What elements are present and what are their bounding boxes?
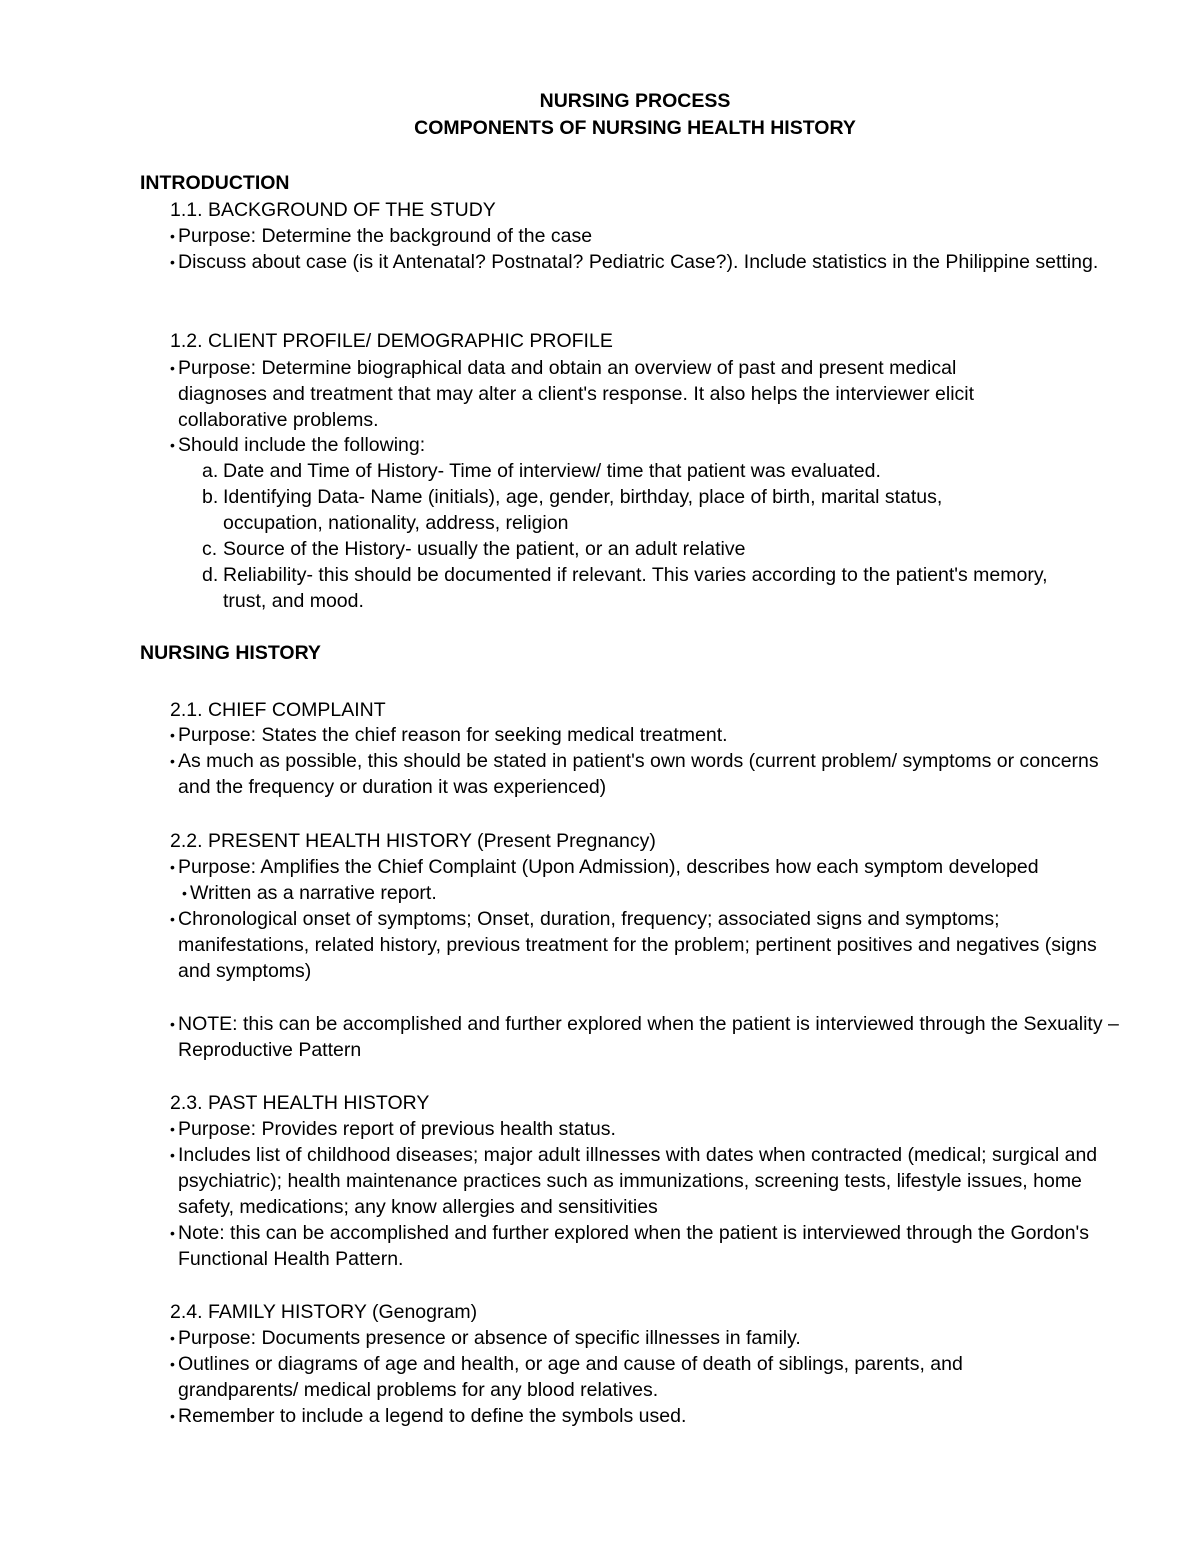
bullet-icon: • [170,437,175,453]
bullet-icon: • [170,254,175,270]
document-title: NURSING PROCESS [539,90,731,112]
bullet-icon: • [170,727,175,743]
list-item: b. Identifying Data- Name (initials), age, gender, birthday, place of birth, marital status, occupation, nationality, address, religion [202,486,943,534]
bullet-icon: • [170,859,175,875]
bullet-icon: • [170,1225,175,1241]
list-item: a. Date and Time of History- Time of interview/ time that patient was evaluated. [202,460,881,482]
list-item: • As much as possible, this should be stated in patient's own words (current problem/ symptoms or concerns and the frequency or duration it was experienced) [170,750,1099,798]
list-item: • Purpose: Amplifies the Chief Complaint (Upon Admission), describes how each symptom developed [170,856,1039,878]
list-item: • Should include the following: [170,434,426,456]
family-history-heading: 2.4. FAMILY HISTORY (Genogram) [170,1301,478,1323]
document-subtitle: COMPONENTS OF NURSING HEALTH HISTORY [414,117,856,139]
list-item: • Purpose: States the chief reason for seeking medical treatment. [170,724,728,746]
bullet-icon: • [170,1121,175,1137]
list-item: c. Source of the History- usually the patient, or an adult relative [202,538,746,560]
background-heading: 1.1. BACKGROUND OF THE STUDY [170,199,496,221]
list-item: • Purpose: Provides report of previous health status. [170,1118,616,1140]
bullet-icon: • [170,228,175,244]
bullet-icon: • [170,1356,175,1372]
bullet-icon: • [182,885,187,901]
list-item: • Purpose: Determine the background of the case [170,225,593,247]
list-item: • Includes list of childhood diseases; major adult illnesses with dates when contracted (medical; surgical and psychiatric); health maintenance practices such as immunizations, screening tests, lifestyle issues, home safety, medications; any know allergies and sensitivities [170,1144,1098,1218]
introduction-heading: INTRODUCTION [140,172,290,194]
list-item: • Written as a narrative report. [182,882,437,904]
list-item: • Remember to include a legend to define the symbols used. [170,1405,687,1427]
chief-complaint-heading: 2.1. CHIEF COMPLAINT [170,699,386,721]
list-item: • Chronological onset of symptoms; Onset, duration, frequency; associated signs and symptoms; manifestations, related history, previous treatment for the problem; pertinent positives and negatives (signs and symptoms) [170,908,1097,982]
list-item: • Outlines or diagrams of age and health, or age and cause of death of siblings, parents, and grandparents/ medical problems for any blood relatives. [170,1353,963,1401]
bullet-icon: • [170,1147,175,1163]
list-item: d. Reliability- this should be documented if relevant. This varies according to the patient's memory, trust, and mood. [202,564,1048,612]
list-item: • Purpose: Determine biographical data and obtain an overview of past and present medical diagnoses and treatment that may alter a client's response. It also helps the interviewer elicit collaborative problems. [170,357,975,431]
client-profile-heading: 1.2. CLIENT PROFILE/ DEMOGRAPHIC PROFILE [170,330,613,352]
list-item: • Note: this can be accomplished and further explored when the patient is interviewed through the Gordon's Functional Health Pattern. [170,1222,1090,1270]
bullet-icon: • [170,911,175,927]
bullet-icon: • [170,753,175,769]
nursing-history-heading: NURSING HISTORY [140,642,321,664]
list-item: • Purpose: Documents presence or absence of specific illnesses in family. [170,1327,801,1349]
list-item: • Discuss about case (is it Antenatal? Postnatal? Pediatric Case?). Include statistics in the Philippine setting. [170,251,1099,273]
bullet-icon: • [170,1016,175,1032]
bullet-icon: • [170,1408,175,1424]
present-health-heading: 2.2. PRESENT HEALTH HISTORY (Present Pregnancy) [170,830,656,852]
bullet-icon: • [170,1330,175,1346]
list-item: • NOTE: this can be accomplished and further explored when the patient is interviewed through the Sexuality – Reproductive Pattern [170,1013,1119,1061]
bullet-icon: • [170,360,175,376]
past-health-heading: 2.3. PAST HEALTH HISTORY [170,1092,430,1114]
